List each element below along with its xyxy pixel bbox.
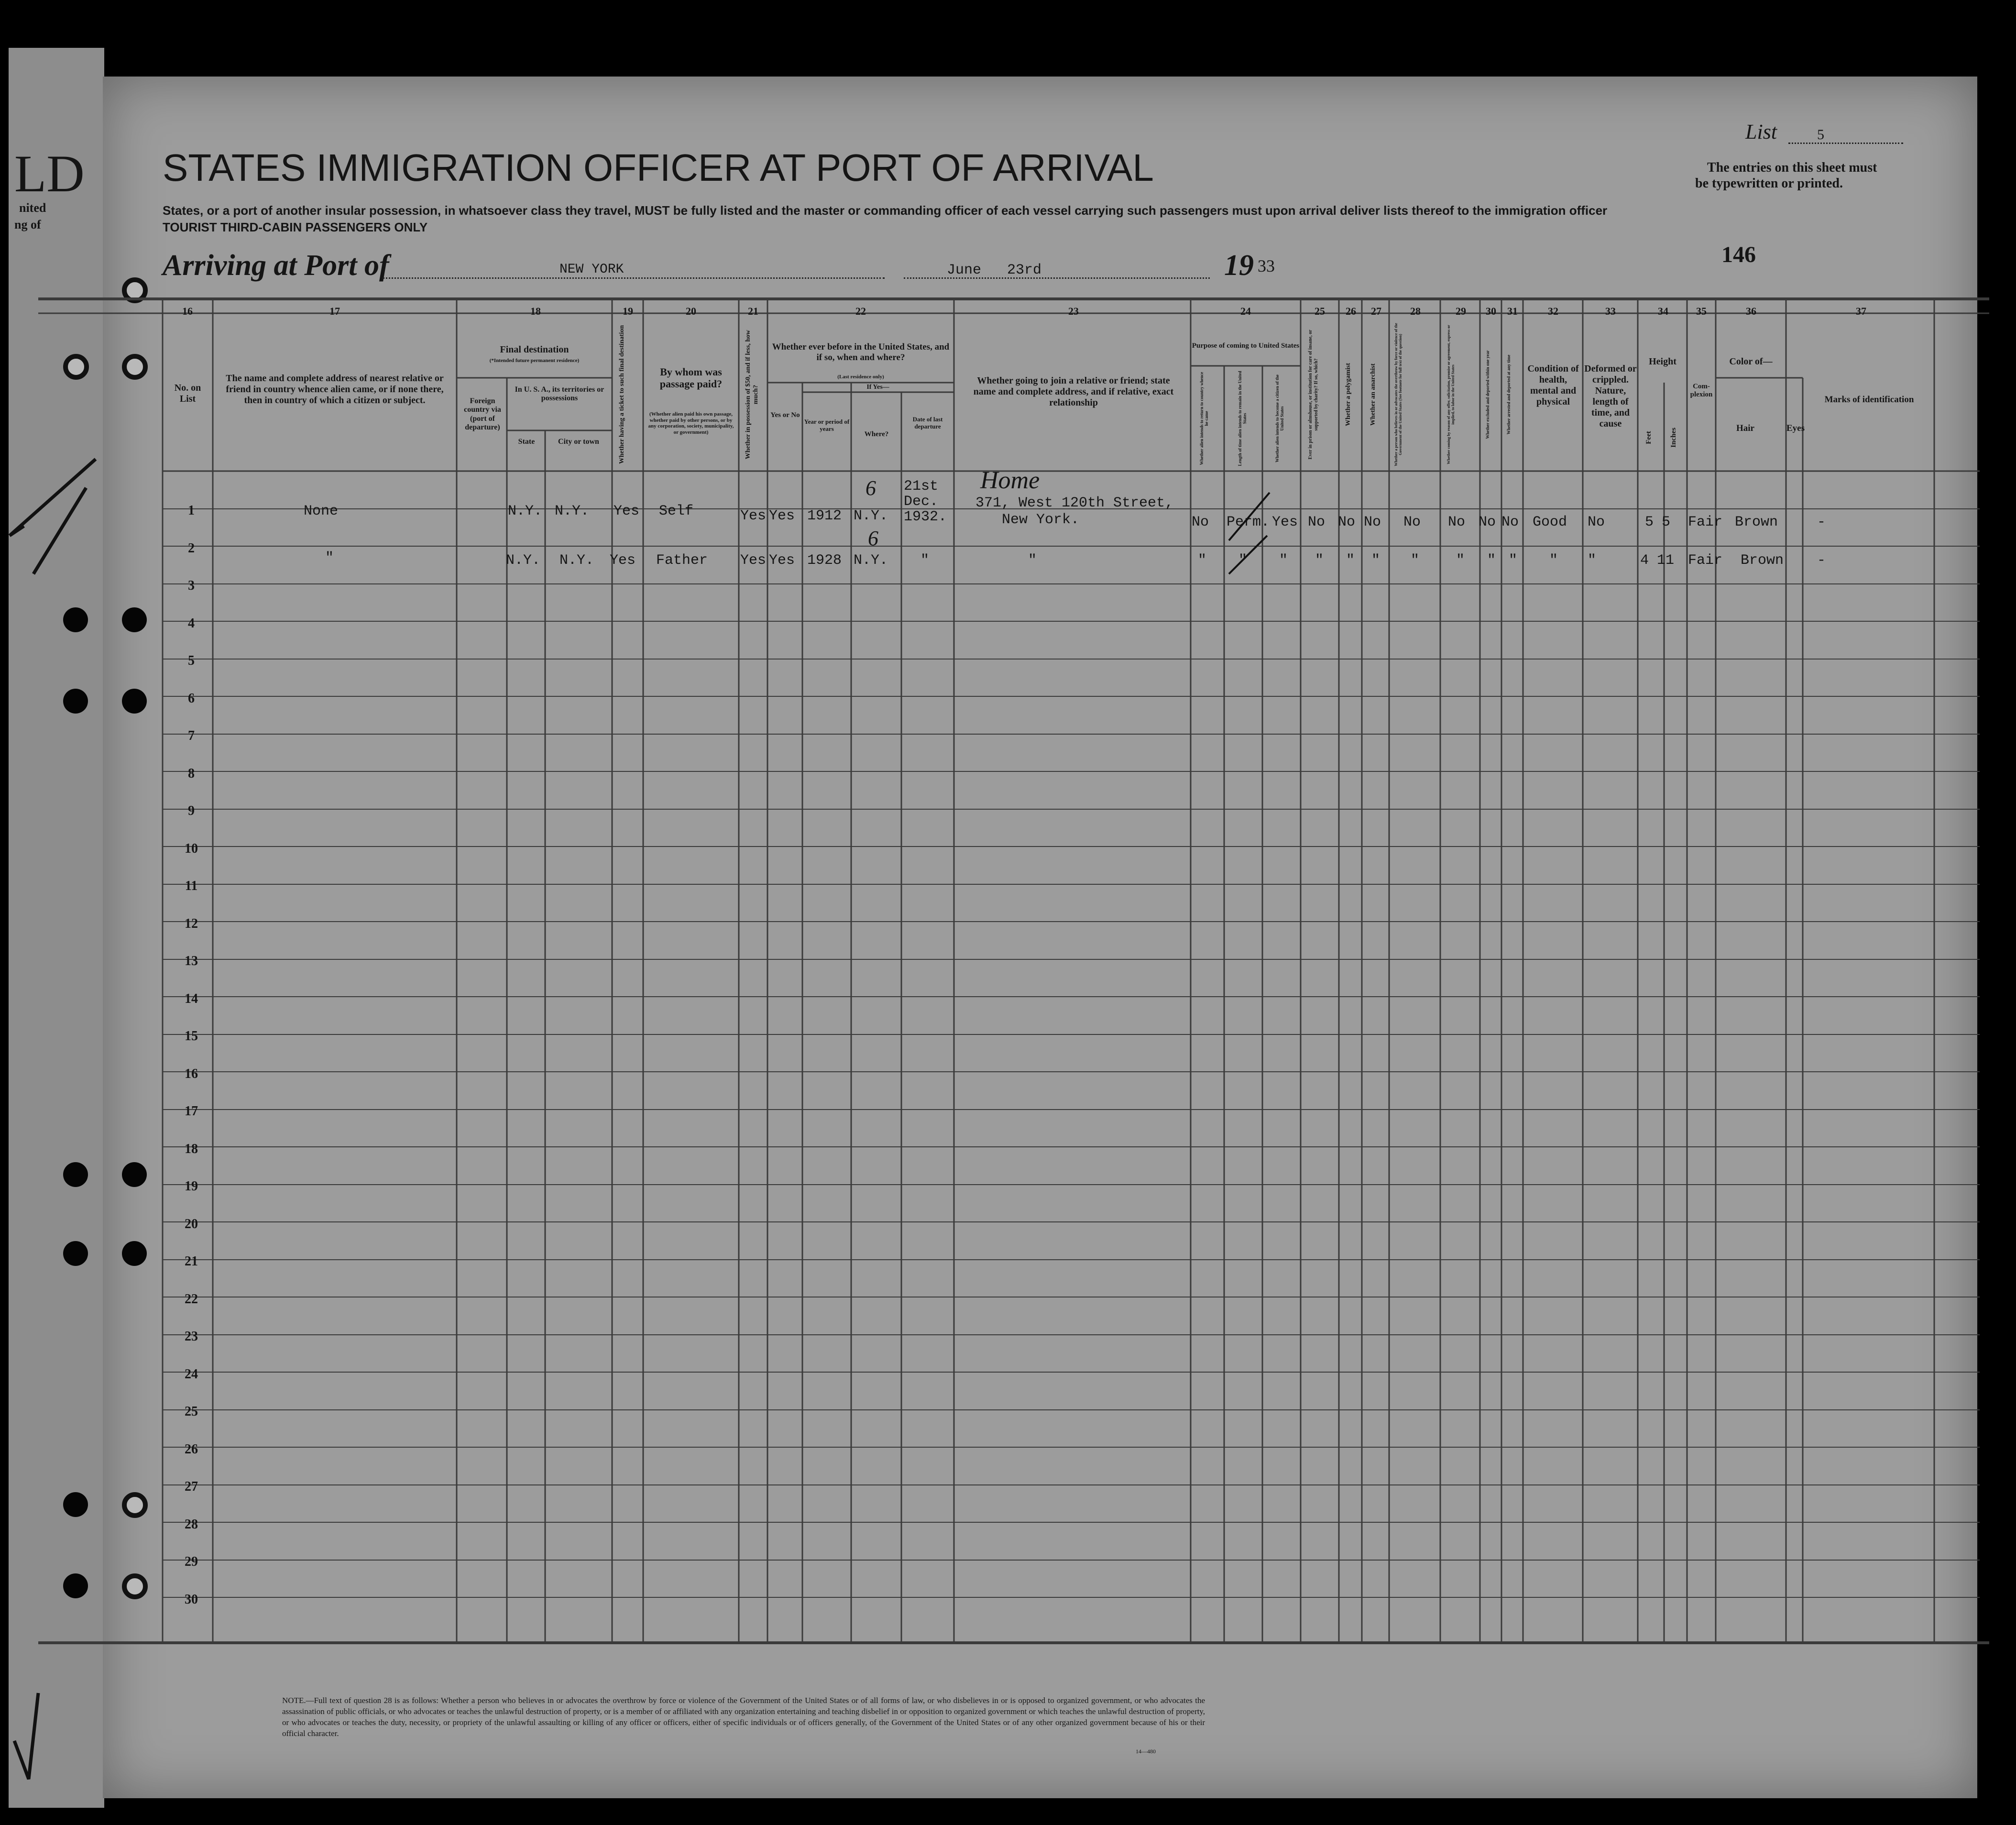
column-number: 21 [748, 305, 758, 317]
entry-city: N.Y. [559, 552, 594, 569]
form-code: 14—480 [1136, 1748, 1156, 1755]
column-number: 27 [1371, 305, 1381, 317]
list-number: 5 [1817, 127, 1824, 143]
header-yes-no: Yes or No [770, 411, 800, 419]
header-return: Whether alien intends to return to country whence he came [1199, 372, 1209, 465]
entry-where-handwritten: 6 [868, 527, 878, 550]
column-number: 33 [1605, 305, 1616, 317]
arrival-port: NEW YORK [559, 262, 624, 277]
entry-prison: No [1308, 514, 1326, 530]
entry-feet: 4 [1640, 552, 1649, 569]
entry-year: 1928 [807, 552, 842, 569]
entry-deformed: " [1588, 552, 1597, 569]
entry-year: 1912 [807, 508, 842, 524]
entry-q31: No [1501, 514, 1519, 530]
entry-citizen: " [1279, 552, 1288, 569]
row-number: 20 [185, 1216, 198, 1231]
page-number: 146 [1721, 242, 1756, 267]
entry-state: N.Y. [506, 552, 541, 569]
entry-complexion: Fair [1688, 552, 1723, 569]
column-number: 24 [1240, 305, 1251, 317]
row-number: 13 [185, 954, 198, 968]
column-number: 18 [530, 305, 541, 317]
row-number: 15 [185, 1029, 198, 1044]
entry-polygamist: No [1338, 514, 1356, 530]
column-number: 28 [1410, 305, 1421, 317]
form-subtitle: States, or a port of another insular possession, in whatsoever class they travel, MUST be fully listed and the master or commanding officer of each vessel carrying such passengers must upon arrival deliver lists thereof to the immigration officer [163, 203, 1608, 218]
entry-where-handwritten: 6 [866, 476, 876, 500]
row-number: 14 [185, 991, 198, 1006]
row-number: 19 [185, 1179, 198, 1194]
row-number: 10 [185, 841, 198, 856]
row-number: 29 [185, 1554, 198, 1569]
entry-ticket: Yes [614, 503, 640, 519]
left-edge-text: nited [19, 201, 46, 215]
entry-money: Yes [740, 552, 767, 569]
header-color: Color of— [1729, 356, 1773, 367]
entry-ticket: Yes [610, 552, 636, 569]
row-number: 18 [185, 1141, 198, 1156]
header-feet: Feet [1645, 431, 1653, 444]
row-number: 22 [185, 1291, 198, 1307]
arriving-label: Arriving at Port of [163, 249, 389, 282]
entry-q28: No [1403, 514, 1421, 530]
header-passage-paid-note: (Whether alien paid his own passage, whether paid by other persons, or by any corporation, society, municipality, or government) [648, 411, 734, 435]
header-city: City or town [558, 438, 599, 446]
column-number: 29 [1456, 305, 1466, 317]
row-number: 3 [188, 578, 195, 593]
column-number: 26 [1346, 305, 1356, 317]
header-hair: Hair [1736, 423, 1754, 433]
header-relative-address: The name and complete address of nearest relative or friend in country whence alien came, or if none there, then in country of which a citizen or subject. [226, 373, 444, 406]
header-list-number: No. on List [174, 383, 201, 404]
entry-deformed: No [1588, 514, 1605, 530]
entry-before: Yes [769, 552, 795, 569]
entry-inches: 5 [1662, 514, 1671, 530]
entry-money: Yes [740, 508, 767, 524]
header-ticket: Whether having a ticket to such final destination [618, 325, 625, 464]
entry-q29: " [1456, 552, 1465, 569]
header-polygamist: Whether a polygamist [1345, 363, 1352, 426]
entry-prison: " [1315, 552, 1324, 569]
entry-anarchist: " [1371, 552, 1381, 569]
header-departure-date: Date of last departure [912, 416, 943, 430]
entry-health: " [1549, 552, 1558, 569]
column-number: 23 [1068, 305, 1079, 317]
header-eyes: Eyes [1786, 423, 1805, 433]
header-state: State [518, 438, 535, 446]
entry-paid-by: Father [656, 552, 708, 569]
column-number: 34 [1658, 305, 1668, 317]
row-number: 23 [185, 1329, 198, 1344]
entry-health: Good [1533, 514, 1567, 530]
header-last-residence: (Last residence only) [837, 374, 884, 380]
entry-anarchist: No [1364, 514, 1381, 530]
entry-join: 371, West 120th Street, [975, 495, 1174, 511]
entry-return: No [1192, 514, 1209, 530]
header-year: Year or period of years [804, 418, 850, 432]
entry-relative: " [325, 550, 334, 566]
entry-feet: 5 [1645, 514, 1654, 530]
entry-marks: - [1817, 514, 1826, 530]
header-citizen: Whether alien intends to become a citizen of the United States [1275, 374, 1285, 462]
column-number: 17 [329, 305, 340, 317]
entry-length: " [1238, 552, 1248, 569]
entry-q30: " [1487, 552, 1496, 569]
header-final-destination-note: (*Intended future permanent residence) [489, 358, 580, 363]
entry-departure-date: 1932. [904, 509, 947, 525]
column-number: 20 [686, 305, 696, 317]
header-ever-before: Whether ever before in the United States, and if so, when and where? [772, 342, 950, 363]
entry-departure-date: 21st [904, 478, 939, 495]
arrival-date: June 23rd [947, 262, 1042, 278]
entry-q29: No [1448, 514, 1466, 530]
header-length: Length of time alien intends to remain in the United States [1238, 371, 1248, 466]
instruction-text: The entries on this sheet must [1707, 160, 1877, 175]
header-inches: Inches [1670, 428, 1677, 448]
entry-join: New York. [1002, 512, 1080, 528]
passenger-class: TOURIST THIRD-CABIN PASSENGERS ONLY [163, 220, 428, 234]
column-number: 25 [1315, 305, 1325, 317]
form-title: STATES IMMIGRATION OFFICER AT PORT OF ARRIVAL [163, 146, 1154, 189]
row-number: 21 [185, 1254, 198, 1269]
header-labor-offer: Whether coming by reason of any offer, solicitation, promise or agreement, express or implied, to labor in the United States [1446, 325, 1456, 464]
row-number: 28 [185, 1517, 198, 1532]
column-number: 37 [1856, 305, 1866, 317]
entry-departure-date: Dec. [904, 494, 939, 510]
row-number: 26 [185, 1441, 198, 1457]
entry-citizen: Yes [1272, 514, 1298, 530]
entry-departure-date: " [920, 552, 930, 569]
entry-city: N.Y. [555, 503, 590, 519]
header-excluded: Whether excluded and deported within one year [1485, 350, 1490, 439]
entry-complexion: Fair [1688, 514, 1723, 530]
column-number: 36 [1746, 305, 1756, 317]
row-number: 1 [188, 503, 195, 518]
column-number: 22 [855, 305, 866, 317]
column-number: 16 [182, 305, 193, 317]
entry-relative: None [304, 503, 339, 519]
column-number: 30 [1486, 305, 1496, 317]
header-question-28: Whether a person who believes in or advocates the overthrow by force or violence of the Government of the United States (See footnote for full text of the question) [1394, 323, 1403, 466]
entry-length: Perm. [1227, 514, 1270, 530]
header-purpose: Purpose of coming to United States [1192, 342, 1300, 350]
row-number: 25 [185, 1404, 198, 1419]
entry-inches: 11 [1657, 552, 1675, 569]
row-number: 24 [185, 1366, 198, 1382]
row-number: 12 [185, 916, 198, 931]
header-marks: Marks of identification [1824, 395, 1914, 405]
year-prefix: 19 [1224, 249, 1254, 282]
entry-join-handwritten: Home [980, 467, 1040, 494]
row-number: 6 [188, 691, 195, 706]
column-number: 35 [1696, 305, 1707, 317]
row-number: 9 [188, 803, 195, 818]
header-if-yes: If Yes— [866, 384, 889, 391]
header-money: Whether in possession of $50, and if less, how much? [745, 330, 760, 460]
header-passage-paid: By whom was passage paid? [659, 366, 723, 390]
header-usa: In U. S. A., its territories or possessions [515, 385, 604, 403]
header-deformed: Deformed or crippled. Nature, length of time, and cause [1584, 363, 1637, 429]
header-anarchist: Whether an anarchist [1370, 363, 1377, 426]
header-complexion: Com-plexion [1690, 383, 1713, 399]
header-health: Condition of health, mental and physical [1527, 363, 1579, 407]
column-number: 32 [1548, 305, 1558, 317]
header-final-destination: Final destination [500, 344, 569, 355]
entry-state: N.Y. [508, 503, 543, 519]
row-number: 5 [188, 653, 195, 668]
entry-paid-by: Self [659, 503, 694, 519]
header-height: Height [1649, 356, 1676, 367]
header-prison: Ever in prison or almshouse, or institution for care of insane, or supported by charity? If so, which? [1308, 330, 1319, 460]
row-number: 2 [188, 540, 195, 556]
header-join-relative: Whether going to join a relative or friend; state name and complete address, and if relative, exact relationship [973, 375, 1174, 408]
row-number: 4 [188, 616, 195, 631]
column-number: 19 [623, 305, 633, 317]
list-label: List [1745, 120, 1777, 143]
left-edge-heading: LD [14, 144, 85, 203]
row-number: 17 [185, 1104, 198, 1119]
entry-eyes: Brown [1741, 552, 1784, 569]
header-foreign-country: Foreign country via (port of departure) [464, 397, 501, 432]
row-number: 11 [185, 879, 198, 893]
entry-marks: - [1817, 552, 1826, 569]
entry-q30: No [1479, 514, 1496, 530]
header-deported: Whether arrested and deported at any time [1506, 354, 1511, 435]
instruction-text: be typewritten or printed. [1695, 176, 1843, 191]
row-number: 27 [185, 1479, 198, 1494]
entry-q28: " [1411, 552, 1420, 569]
footnote: NOTE.—Full text of question 28 is as follows: Whether a person who believes in or advocates the overthrow by force or violence of the Government of the United States or of all forms of law, or who disbelieves in or is opposed to organized government, or who advocates the assassination of public officials, or who advocates or teaches the unlawful destruction of property, or is a member of or affiliated with any organization entertaining and teaching disbelief in or opposition to organized government or which teaches the unlawful destruction of property, or who advocates or teaches the duty, necessity, or propriety of the unlawful assaulting or killing of any officer or officers, either of specific individuals or of officers generally, of the Government of the United States or of any other organized government because of his or their official character. [282, 1696, 1205, 1738]
entry-where: N.Y. [854, 552, 888, 569]
year-suffix: 33 [1258, 256, 1275, 275]
entry-join: " [1028, 552, 1037, 569]
entry-q31: " [1509, 552, 1518, 569]
row-number: 7 [188, 728, 195, 743]
row-number: 8 [188, 766, 195, 781]
row-number: 30 [185, 1592, 198, 1607]
left-edge-text: ng of [14, 218, 41, 231]
header-where: Where? [864, 430, 889, 438]
entry-return: " [1198, 552, 1207, 569]
entry-hair: Brown [1735, 514, 1778, 530]
row-number: 16 [185, 1066, 198, 1081]
entry-where: N.Y. [854, 508, 888, 524]
entry-before: Yes [769, 508, 795, 524]
entry-polygamist: " [1346, 552, 1355, 569]
column-number: 31 [1507, 305, 1518, 317]
